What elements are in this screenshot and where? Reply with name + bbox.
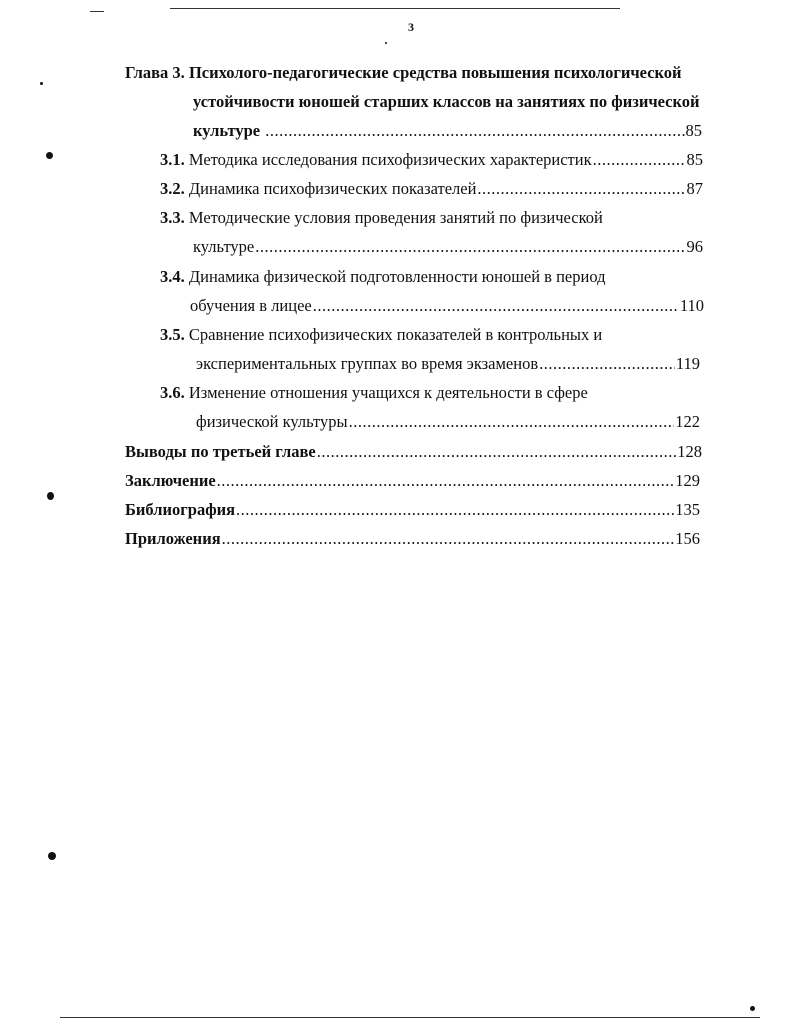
toc-page-number: 128 (677, 442, 702, 461)
dot-leader (236, 498, 674, 522)
toc-page-number: 122 (675, 412, 700, 431)
scan-speck (750, 1006, 755, 1011)
toc-entry-title: Изменение отношения учащихся к деятельности в сфере (188, 383, 588, 402)
toc-entry-title: Библиография (125, 500, 236, 519)
toc-entry-chapter-conclusions[interactable] (125, 440, 702, 464)
dot-leader (317, 440, 677, 464)
toc-entry-title: экспериментальных группах во время экзаменов (196, 354, 539, 373)
toc-entry-appendices[interactable] (125, 527, 700, 551)
scan-speck (40, 82, 43, 85)
toc-entry-title: физической культуры (196, 412, 348, 431)
toc-entry-title: обучения в лицее (190, 296, 312, 315)
toc-page-number: 135 (675, 500, 700, 519)
toc-entry-title: Заключение (125, 471, 216, 490)
toc-entry-conclusion[interactable] (125, 469, 700, 493)
scan-speck (46, 152, 53, 159)
toc-page-number: 87 (686, 179, 703, 198)
toc-entry-title: Методические условия проведения занятий по физической (188, 208, 603, 227)
chapter-title-line2: устойчивости юношей старших классов на занятиях по физической (193, 92, 700, 111)
toc-page-number: 119 (675, 354, 700, 373)
toc-entry-3-4-line2[interactable] (190, 294, 704, 318)
dot-leader (477, 177, 685, 201)
section-number: 3.1. (160, 150, 185, 169)
chapter-title-text: Психолого-педагогические средства повышения психологической (188, 63, 682, 82)
toc-entry-title: Динамика психофизических показателей (188, 179, 477, 198)
section-number: 3.3. (160, 208, 185, 227)
toc-entry-3-4-line1[interactable] (160, 265, 606, 289)
toc-entry-title: культуре (193, 237, 255, 256)
toc-page-number: 156 (675, 529, 700, 548)
toc-entry-title: Сравнение психофизических показателей в контрольных и (188, 325, 603, 344)
scan-speck (48, 852, 56, 860)
top-scan-rule (170, 8, 620, 9)
chapter-number: Глава 3. (125, 63, 185, 82)
toc-page-number: 85 (685, 121, 702, 140)
dot-leader (349, 410, 675, 434)
bottom-scan-rule (60, 1017, 760, 1018)
toc-entry-3-6-line1[interactable] (160, 381, 588, 405)
toc-entry-3-1[interactable] (160, 148, 703, 172)
toc-entry-bibliography[interactable] (125, 498, 700, 522)
toc-page-number: 96 (686, 237, 703, 256)
top-scan-rule-left (90, 11, 104, 12)
toc-entry-3-5-line1[interactable] (160, 323, 602, 347)
toc-entry-chapter-3[interactable] (193, 119, 702, 143)
toc-entry-3-2[interactable] (160, 177, 703, 201)
dot-leader (313, 294, 679, 318)
scan-speck (47, 492, 54, 500)
toc-page-number: 85 (686, 150, 703, 169)
scan-speck (385, 42, 387, 44)
toc-entry-title: Приложения (125, 529, 221, 548)
dot-leader (222, 527, 675, 551)
toc-entry-title: Выводы по третьей главе (125, 442, 316, 461)
section-number: 3.5. (160, 325, 185, 344)
dot-leader (217, 469, 675, 493)
toc-page-number: 129 (675, 471, 700, 490)
toc-page-number: 110 (679, 296, 704, 315)
page-number: 3 (408, 20, 414, 34)
toc-entry-3-5-line2[interactable] (196, 352, 700, 376)
chapter-title-line1 (125, 61, 682, 85)
dot-leader (539, 352, 675, 376)
toc-entry-3-3-line1[interactable] (160, 206, 603, 230)
toc-entry-3-3-line2[interactable] (193, 235, 703, 259)
section-number: 3.4. (160, 267, 185, 286)
toc-entry-3-6-line2[interactable] (196, 410, 700, 434)
section-number: 3.2. (160, 179, 185, 198)
toc-entry-title: Методика исследования психофизических характеристик (188, 150, 592, 169)
toc-entry-title: культуре (193, 121, 261, 140)
dot-leader (255, 235, 685, 259)
toc-entry-title: Динамика физической подготовленности юношей в период (188, 267, 606, 286)
dot-leader (265, 119, 684, 143)
dot-leader (593, 148, 686, 172)
section-number: 3.6. (160, 383, 185, 402)
